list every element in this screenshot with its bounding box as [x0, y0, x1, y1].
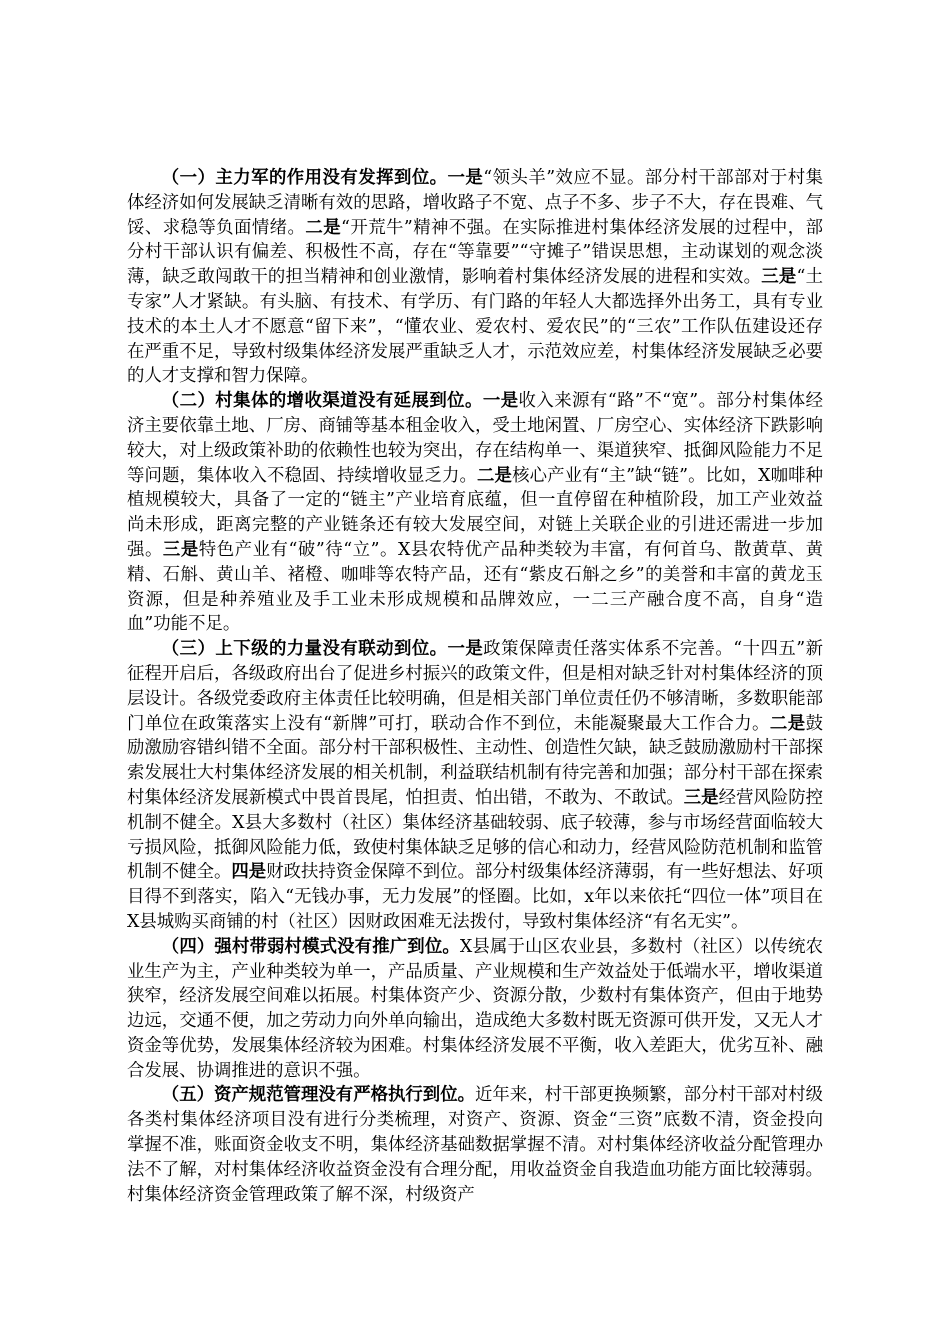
text: 经营风险防控机制不健全。X县大多数村（社区）集体经济基础较弱、底子较薄，参与市场经营面临较大亏损风险，抵御风险能力低，致使村集体缺乏足够的信心和动力，经营风险防范机制和监管机制不健全。: [127, 787, 823, 883]
heading-1: （一）主力军的作用没有发挥到位。: [161, 168, 448, 188]
lead-1: 一是: [447, 168, 484, 188]
heading-3: （三）上下级的力量没有联动到位。: [161, 639, 448, 660]
lead-1: 一是: [447, 639, 484, 660]
paragraph-2: [127, 389, 823, 637]
heading-2: （二）村集体的增收渠道没有延展到位。: [161, 391, 483, 412]
text: 财政扶持资金保障不到位。部分村级集体经济薄弱，有一些好想法、好项目得不到落实，陷入“无钱办事，无力发展”的怪圈。比如，x年以来依托“四位一体”项目在X县城购买商铺的村（社区）因财政困难无法拨付，导致村集体经济“有名无实”。: [127, 862, 823, 932]
text: 核心产业有“主”缺“链”。比如，X咖啡种植规模较大，具备了一定的“链主”产业培育底蕴，但一直停留在种植阶段，加工产业效益尚未形成，距离完整的产业链条还有较大发展空间，对链上关联企业的引进还需进一步加强。: [127, 465, 823, 560]
lead-2: 二是: [477, 465, 513, 486]
paragraph-5: [127, 1083, 823, 1207]
paragraph-4: [127, 935, 823, 1084]
lead-4: 四是: [231, 862, 267, 883]
lead-3: 三是: [761, 267, 797, 288]
lead-2: 二是: [305, 217, 342, 238]
text: 收入来源有“路”不“宽”。部分村集体经济主要依靠土地、厂房、商铺等基本租金收入，受土地闲置、厂房空心、实体经济下跌影响较大，对上级政策补助的依赖性也较为突出，存在结构单一、渠道狭窄、抵御风险能力不足等问题，集体收入不稳固、持续增收显乏力。: [127, 391, 823, 486]
text: 特色产业有“破”待“立”。X县农特优产品种类较为丰富，有何首乌、散黄草、黄精、石斛、黄山羊、褚橙、咖啡等农特产品，还有“紫皮石斛之乡”的美誉和丰富的黄龙玉资源，但是种养殖业及手工业未形成规模和品牌效应，一二三产融合度不高，自身“造血”功能不足。: [127, 539, 823, 635]
text: X县属于山区农业县，多数村（社区）以传统农业生产为主，产业种类较为单一，产品质量、产业规模和生产效益处于低端水平，增收渠道狭窄，经济发展空间难以拓展。村集体资产少、资源分散，少数村有集体资产，但由于地势边远，交通不便，加之劳动力向外单向输出，造成绝大多数村既无资源可供开发，又无人才资金等优势，发展集体经济较为困难。村集体经济发展不平衡，收入差距大，优劣互补、融合发展、协调推进的意识不强。: [127, 936, 823, 1081]
text: “领头羊”效应不显。部分村干部部对于村集体经济如何发展缺乏清晰有效的思路，增收路子不宽、点子不多、步子不大，存在畏难、气馁、求稳等负面情绪。: [127, 168, 823, 238]
text: 近年来，村干部更换频繁，部分村干部对村级各类村集体经济项目没有进行分类梳理，对资产、资源、资金“三资”底数不清，资金投向掌握不准，账面资金收支不明，集体经济基础数据掌握不清。对村集体经济收益分配管理办法不了解，对村集体经济收益资金没有合理分配，用收益资金自我造血功能方面比较薄弱。村集体经济资金管理政策了解不深，村级资产: [127, 1085, 823, 1205]
text: “开荒牛”精神不强。在实际推进村集体经济发展的过程中，部分村干部认识有偏差、积极性不高，存在“等靠要”“守摊子”错误思想，主动谋划的观念淡薄，缺乏敢闯敢干的担当精神和创业激情，影响着村集体经济发展的进程和实效。: [127, 217, 823, 288]
document-body: [127, 166, 823, 1207]
lead-2: 二是: [769, 713, 806, 734]
heading-4: （四）强村带弱村模式没有推广到位。: [161, 936, 460, 957]
paragraph-3: [127, 637, 823, 935]
lead-3: 三是: [162, 539, 199, 560]
lead-3: 三是: [683, 787, 719, 808]
text: 政策保障责任落实体系不完善。“十四五”新征程开启后，各级政府出台了促进乡村振兴的政策文件，但是相对缺乏针对村集体经济的顶层设计。各级党委政府主体责任比较明确，但是相关部门单位责任仍不够清晰，多数职能部门单位在政策落实上没有“新牌”可打，联动合作不到位，未能凝聚最大工作合力。: [127, 639, 823, 734]
text: 鼓励激励容错纠错不全面。部分村干部积极性、主动性、创造性欠缺，缺乏鼓励激励村干部探索发展壮大村集体经济发展的相关机制，利益联结机制有待完善和加强；部分村干部在探索村集体经济发展新模式中畏首畏尾，怕担责、怕出错，不敢为、不敢试。: [127, 713, 823, 808]
heading-5: （五）资产规范管理没有严格执行到位。: [161, 1085, 475, 1106]
text: “土专家”人才紧缺。有头脑、有技术、有学历、有门路的年轻人大都选择外出务工，具有专业技术的本土人才不愿意“留下来”，“懂农业、爱农村、爱农民”的“三农”工作队伍建设还存在严重不足，导致村级集体经济发展严重缺乏人才，示范效应差，村集体经济发展缺乏必要的人才支撑和智力保障。: [127, 267, 823, 387]
lead-1: 一是: [482, 391, 519, 412]
paragraph-1: [127, 166, 823, 389]
